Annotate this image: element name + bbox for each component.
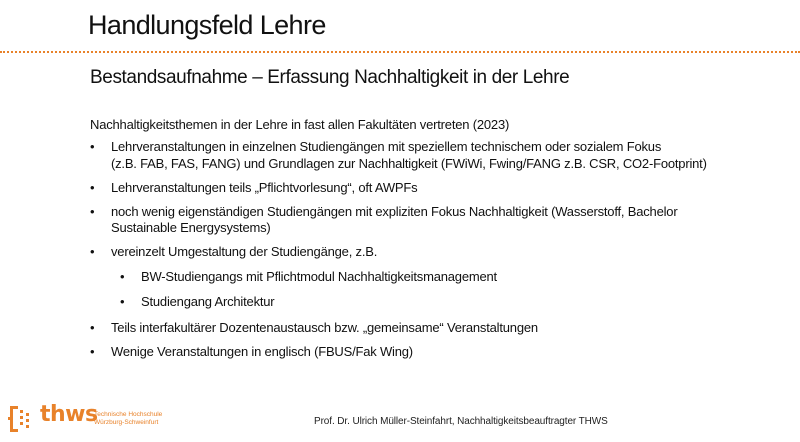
list-item-text: (z.B. FAB, FAS, FANG) und Grundlagen zur Nachhaltigkeit (FWiWi, Fwing/FANG z.B. CSR, CO2-Footprint) [111,155,707,171]
list-item-text: vereinzelt Umgestaltung der Studiengänge, z.B. [111,244,378,259]
list-item-text: Wenige Veranstaltungen in englisch (FBUS/Fak Wing) [111,343,413,359]
list-item [90,344,780,361]
bullet-icon: • [90,343,95,359]
list-item [90,139,780,172]
logo-wordmark: thws [40,402,98,427]
list-item [90,180,780,197]
slide-title: Handlungsfeld Lehre [88,10,326,40]
list-item-text: Sustainable Energysystems) [111,220,271,235]
list-item-text: Studiengang Architektur [141,294,275,309]
list-item-text: Teils interfakultärer Dozentenaustausch bzw. „gemeinsame“ Veranstaltungen [111,319,538,335]
footer-text: Prof. Dr. Ulrich Müller-Steinfahrt, Nachhaltigkeitsbeauftragter THWS [314,416,608,427]
bullet-list [90,139,780,368]
title-divider [0,51,800,53]
logo-line-2: Würzburg-Schweinfurt [94,419,159,426]
intro-text: Nachhaltigkeitsthemen in der Lehre in fast allen Fakultäten vertreten (2023) [90,117,510,132]
bullet-icon: • [120,294,125,309]
bullet-icon: • [120,268,125,284]
slide-subtitle: Bestandsaufnahme – Erfassung Nachhaltigkeit in der Lehre [90,67,570,88]
list-item-text: Lehrveranstaltungen in einzelnen Studiengängen mit speziellem technischem oder sozialem Fokus [111,139,662,154]
sub-list-item [90,269,780,286]
list-item [90,204,780,237]
bullet-icon: • [90,179,95,195]
list-item [90,320,780,337]
sub-list-item [90,294,780,311]
thws-logo [8,402,163,434]
bullet-icon: • [90,319,95,335]
bullet-icon: • [90,139,95,154]
list-item [90,244,780,261]
thws-brackets-logo-icon [8,404,36,434]
list-item-text: noch wenig eigenständigen Studiengängen mit expliziten Fokus Nachhaltigkeit (Wasserstoff, Bachelor [111,203,678,219]
list-item-text: BW-Studiengangs mit Pflichtmodul Nachhaltigkeitsmanagement [141,268,497,284]
list-item-text: Lehrveranstaltungen teils „Pflichtvorlesung“, oft AWPFs [111,179,418,195]
logo-line-1: Technische Hochschule [94,411,163,418]
bullet-icon: • [90,203,95,219]
bullet-icon: • [90,244,95,259]
